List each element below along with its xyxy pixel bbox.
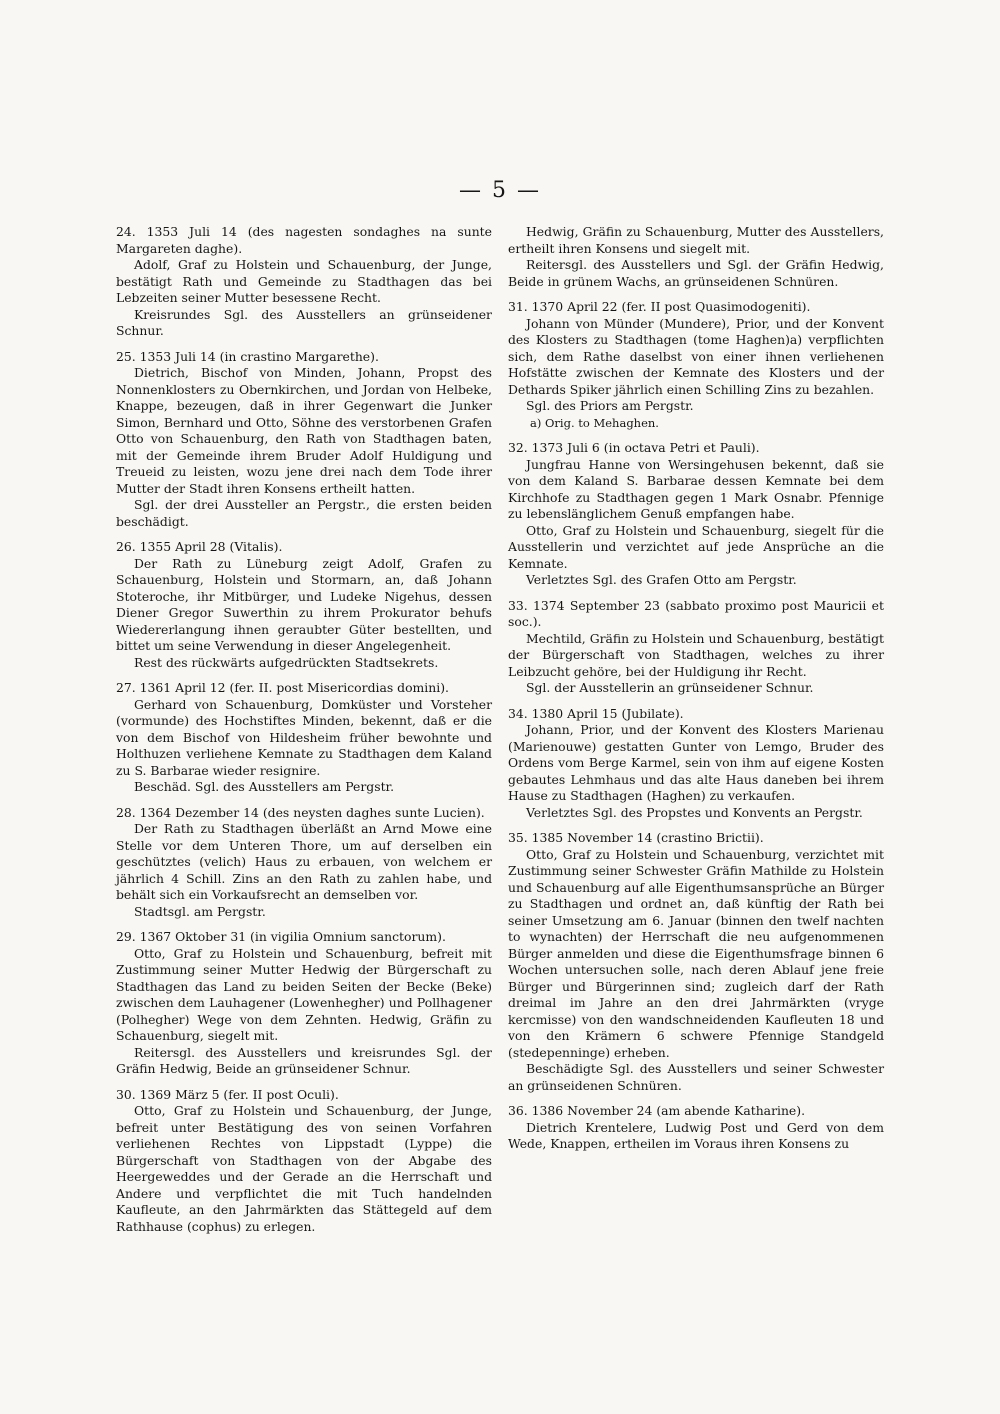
entry-heading: 33. 1374 September 23 (sabbato proximo post Mauricii et soc.).	[508, 597, 884, 629]
entry-text: Dietrich Krentelere, Ludwig Post und Gerd von dem Wede, Knappen, ertheilen im Voraus ihren Konsens zu	[508, 1119, 884, 1151]
entry-text: Adolf, Graf zu Holstein und Schauenburg, der Junge, bestätigt Rath und Gemeinde zu Stadthagen das bei Lebzeiten seiner Mutter besessene Recht.	[116, 257, 492, 305]
entry-text: Der Rath zu Stadthagen überläßt an Arnd Mowe eine Stelle vor dem Unteren Thore, um auf derselben ein geschütztes (velich) Haus zu erbauen, von welchem er jährlich 4 Schill. Zins an den Rath zu zahlen habe, und behält sich ein Vorkaufsrecht an demselben vor.	[116, 821, 492, 902]
entry-heading: 26. 1355 April 28 (Vitalis).	[116, 539, 283, 554]
entry-30-continued	[508, 224, 884, 290]
entry-heading: 28. 1364 Dezember 14 (des neysten daghes sunte Lucien).	[116, 804, 485, 820]
entry-text: Jungfrau Hanne von Wersingehusen bekennt, daß sie von dem Kaland S. Barbarae dessen Kemnate bei dem Kirchhofe zu Stadthagen gegen 1 Mark Osnabr. Pfennige zu lebenslänglichem Genuß empfangen habe.	[508, 456, 884, 521]
entry-text: Gerhard von Schauenburg, Domküster und Vorsteher (vormunde) des Hochstiftes Minden, bekennt, daß er die von dem Bischof von Hildesheim früher bewohnte und Holthuzen verliehene Kemnate zu Stadthagen dem Kaland zu S. Barbarae wieder resignire.	[116, 696, 492, 778]
entry-30	[116, 1087, 492, 1236]
entry-27	[116, 680, 492, 796]
entry-text: Der Rath zu Lüneburg zeigt Adolf, Grafen zu Schauenburg, Holstein und Stormarn, an, daß Johann Stoteroche, ihr Mitbürger, und Ludeke Nigehus, dessen Diener Gregor Suwerthin zu ihrem Prokurator behufs Wiedererlangung ihnen geraubter Güter bestellten, und bittet um seine Verwendung in dieser Angelegenheit.	[116, 555, 492, 653]
footnote: a) Orig. to Mehaghen.	[530, 415, 659, 430]
entry-heading: 29. 1367 Oktober 31 (in vigilia Omnium sanctorum).	[116, 929, 446, 944]
entry-text: Otto, Graf zu Holstein und Schauenburg, befreit mit Zustimmung seiner Mutter Hedwig der Bürgerschaft zu Stadthagen das Land zu beiden Seiten der Becke (Beke) zwischen dem Lauhagener (Lowenhegher) und Pollhagener (Polhegher) Wege von dem Zehnten. Hedwig, Gräfin zu Schauenburg, siegelt mit.	[116, 945, 492, 1043]
entry-text: Otto, Graf zu Holstein und Schauenburg, der Junge, befreit unter Bestätigung des von seinen Vorfahren verliehenen Rechtes von Lippstadt (Lyppe) die Bürgerschaft von Stadthagen von der Abgabe des Heergeweddes und der Gerade an die Herrschaft und Andere und verpflichtet die mit Tuch handelnden Kaufleute, an den Jahrmärkten das Stättegeld auf dem Rathhause (cophus) zu erlegen.	[116, 1103, 492, 1234]
seal-note: Reitersgl. des Ausstellers und Sgl. der Gräfin Hedwig, Beide in grünem Wachs, an grünseidenen Schnüren.	[508, 257, 884, 289]
entry-35	[508, 830, 884, 1094]
left-column	[116, 224, 492, 1244]
entry-text: Johann von Münder (Mundere), Prior, und der Konvent des Klosters zu Stadthagen (tome Haghen)a) verpflichten sich, dem Rathe daselbst von einer ihnen verliehenen Hofstätte zwischen der Kemnate des Klosters und der Dethards Spiker jährlich einen Schilling Zins zu bezahlen.	[508, 315, 884, 397]
seal-note: Beschäd. Sgl. des Ausstellers am Pergstr.	[134, 779, 395, 794]
entry-text: Johann, Prior, und der Konvent des Klosters Marienau (Marienouwe) gestatten Gunter von Lemgo, Bruder des Ordens vom Berge Karmel, sein von ihm auf eigene Kosten gebautes Lehmhaus und das alte Haus daneben bei ihrem Hause zu Stadthagen (Haghen) zu verkaufen.	[508, 722, 884, 803]
seal-note: Beschädigte Sgl. des Ausstellers und seiner Schwester an grünseidenen Schnüren.	[508, 1061, 884, 1093]
entry-heading: 25. 1353 Juli 14 (in crastino Margarethe).	[116, 348, 379, 364]
seal-note: Rest des rückwärts aufgedrückten Stadtsekrets.	[134, 654, 439, 670]
entry-29	[116, 929, 492, 1078]
entry-32	[508, 440, 884, 589]
entry-heading: 35. 1385 November 14 (crastino Brictii).	[508, 830, 764, 845]
entry-heading: 30. 1369 März 5 (fer. II post Oculi).	[116, 1086, 339, 1102]
entry-31	[508, 299, 884, 431]
entry-heading: 24. 1353 Juli 14 (des nagesten sondaghes na sunte Margareten daghe).	[116, 224, 492, 256]
entry-heading: 34. 1380 April 15 (Jubilate).	[508, 705, 684, 721]
seal-note: Sgl. der drei Aussteller an Pergstr., die ersten beiden beschädigt.	[116, 497, 492, 529]
entry-28	[116, 805, 492, 921]
page-number: — 5 —	[459, 178, 541, 203]
seal-note: Sgl. des Priors am Pergstr.	[526, 398, 694, 413]
entry-text: Hedwig, Gräfin zu Schauenburg, Mutter des Ausstellers, ertheilt ihren Konsens und siegelt mit.	[508, 224, 884, 256]
entry-text: Otto, Graf zu Holstein und Schauenburg, siegelt für die Ausstellerin und verzichtet auf jede Ansprüche an die Kemnate.	[508, 522, 884, 571]
right-column	[508, 224, 884, 1162]
seal-note: Kreisrundes Sgl. des Ausstellers an grünseidener Schnur.	[116, 306, 492, 338]
entry-heading: 27. 1361 April 12 (fer. II. post Misericordias domini).	[116, 680, 449, 695]
entry-33	[508, 598, 884, 697]
entry-heading: 36. 1386 November 24 (am abende Katharine).	[508, 1103, 806, 1118]
seal-note: Stadtsgl. am Pergstr.	[134, 903, 266, 919]
seal-note: Reitersgl. des Ausstellers und kreisrundes Sgl. der Gräfin Hedwig, Beide an grünseidener Schnur.	[116, 1044, 492, 1076]
entry-text: Dietrich, Bischof von Minden, Johann, Propst des Nonnenklosters zu Obernkirchen, und Jordan von Helbeke, Knappe, bezeugen, daß in ihrer Gegenwart die Junker Simon, Bernhard und Otto, Söhne des verstorbenen Grafen Otto von Schauenburg, den Rath von Stadthagen baten, mit der Gemeinde ihrem Bruder Adolf Huldigung und Treueid zu leisten, wozu jene drei nach dem Tode ihrer Mutter der Stadt ihren Konsens ertheilt hatten.	[116, 365, 492, 496]
entry-text: Mechtild, Gräfin zu Holstein und Schauenburg, bestätigt der Bürgerschaft von Stadthagen, welches zu ihrer Leibzucht gehöre, bei der Huldigung ihr Recht.	[508, 630, 884, 679]
entry-25	[116, 349, 492, 531]
seal-note: Sgl. der Ausstellerin an grünseidener Schnur.	[526, 680, 814, 695]
seal-note: Verletztes Sgl. des Grafen Otto am Pergstr.	[526, 572, 797, 587]
entry-text: Otto, Graf zu Holstein und Schauenburg, verzichtet mit Zustimmung seiner Schwester Gräfin Mathilde zu Holstein und Schauenburg auf alle Eigenthumsansprüche an Bürger zu Stadthagen und ordnet an, daß künftig der Rath bei seiner Umsetzung am 6. Januar (binnen den twelf nachten to wynachten) der Herrschaft die neu aufgenommenen Bürger anmelden und diese die Eigenthumsfrage binnen 6 Wochen untersuchen solle, nach deren Ablauf jene freie Bürger und Bürgerinnen sind; zugleich darf der Rath dreimal im Jahre an den drei Jahrmärkten (vryge kercmisse) von den wandschneidenden Kaufleuten 18 und von den Krämern 6 schwere Pfennige Standgeld (stedepenninge) erheben.	[508, 846, 884, 1060]
entry-34	[508, 706, 884, 822]
entry-heading: 31. 1370 April 22 (fer. II post Quasimodogeniti).	[508, 299, 811, 314]
entry-24	[116, 224, 492, 340]
entry-36	[508, 1103, 884, 1153]
entry-26	[116, 539, 492, 671]
seal-note: Verletztes Sgl. des Propstes und Konvents an Pergstr.	[526, 804, 863, 820]
entry-heading: 32. 1373 Juli 6 (in octava Petri et Pauli).	[508, 440, 760, 455]
